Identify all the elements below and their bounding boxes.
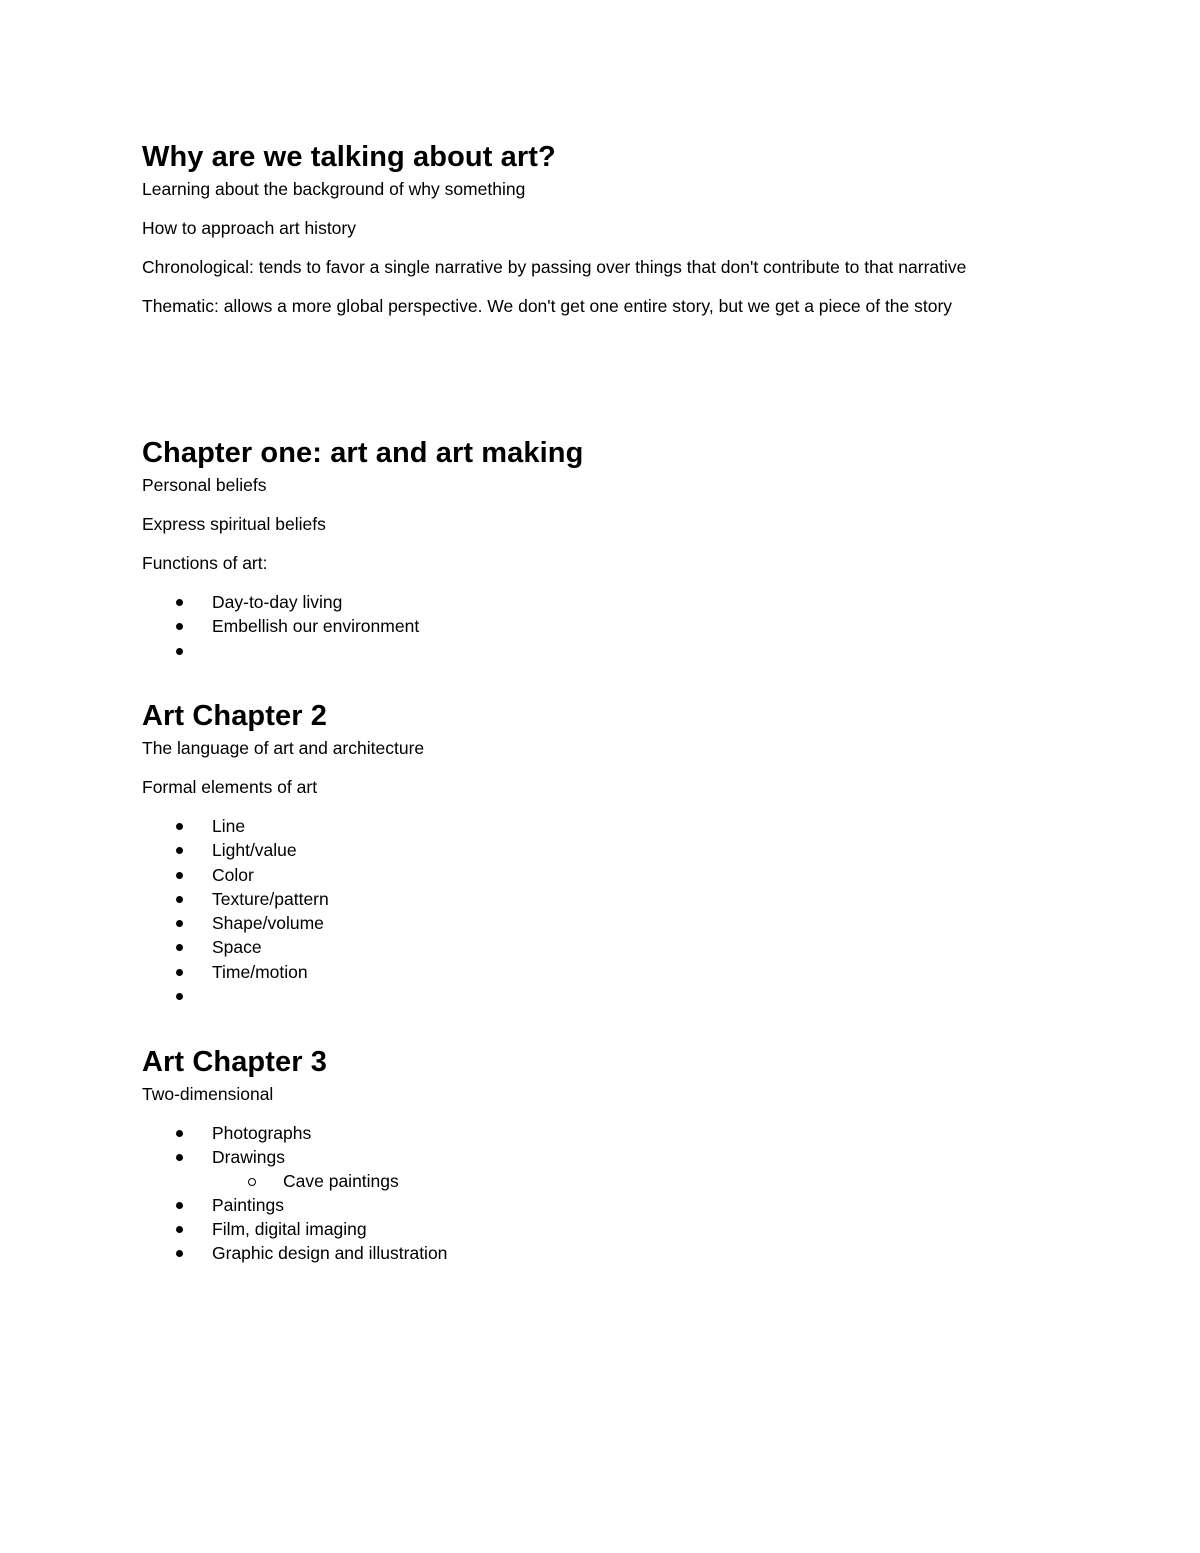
paragraph: Two-dimensional [142,1084,274,1104]
list-item-text: Film, digital imaging [212,1218,367,1239]
heading-chapter-one: Chapter one: art and art making [142,437,584,469]
hollow-bullet-icon [248,1178,256,1186]
bullet-icon [176,1154,183,1161]
section-chapter-one [142,435,1102,663]
list-item [142,984,1102,1008]
bullet-icon [176,920,183,927]
list-item [142,614,1102,638]
paragraph: Learning about the background of why something [142,179,526,199]
list-item-text: Time/motion [212,961,308,982]
bullet-icon [176,1130,183,1137]
bullet-icon [176,993,183,1000]
bullet-icon [176,896,183,903]
list-item [142,1241,1102,1265]
list-item [142,1193,1102,1217]
section-chapter-3 [142,1044,1102,1265]
bullet-icon [176,599,183,606]
list-item-text: Color [212,864,254,885]
bullet-icon [176,872,183,879]
bullet-icon [176,648,183,655]
paragraph: Chronological: tends to favor a single narrative by passing over things that don't contribute to that narrative [142,257,967,277]
list-item-text: Embellish our environment [212,616,420,637]
list-item-text: Drawings [212,1147,285,1168]
paragraph: The language of art and architecture [142,738,425,758]
paragraph: How to approach art history [142,218,356,238]
list-item [142,863,1102,887]
sub-list-item [142,1170,1102,1193]
list-item [142,1217,1102,1241]
two-dimensional-list [142,1121,1102,1265]
list-item-text: Photographs [212,1123,312,1143]
list-item [142,838,1102,862]
bullet-icon [176,1250,183,1257]
list-item [142,1145,1102,1169]
list-item-text: Paintings [212,1194,284,1215]
list-item [142,1121,1102,1145]
list-item [142,960,1102,984]
bullet-icon [176,823,183,830]
paragraph: Express spiritual beliefs [142,514,326,534]
bullet-icon [176,1202,183,1209]
heading-chapter-3: Art Chapter 3 [142,1046,327,1078]
bullet-icon [176,969,183,976]
list-item [142,639,1102,663]
list-item-text: Texture/pattern [212,888,329,909]
sub-list-item-text: Cave paintings [283,1170,399,1191]
bullet-icon [176,847,183,854]
list-item-text: Day-to-day living [212,592,343,612]
list-item-text: Space [212,937,262,958]
functions-list [142,590,1102,663]
paragraph: Functions of art: [142,553,268,573]
bullet-icon [176,944,183,951]
list-item-text: Line [212,816,246,836]
list-item [142,814,1102,838]
list-item-text: Light/value [212,840,297,861]
bullet-icon [176,623,183,630]
paragraph: Formal elements of art [142,777,318,797]
heading-chapter-2: Art Chapter 2 [142,700,327,732]
list-item [142,590,1102,614]
list-item-text: Graphic design and illustration [212,1243,448,1264]
paragraph: Thematic: allows a more global perspective. We don't get one entire story, but we get a piece of the story [142,296,953,316]
list-item [142,935,1102,959]
list-item [142,911,1102,935]
list-item-text: Shape/volume [212,913,324,934]
formal-elements-list [142,814,1102,1008]
section-chapter-2 [142,698,1102,1008]
heading-why-art: Why are we talking about art? [142,141,556,173]
paragraph: Personal beliefs [142,475,267,495]
section-why-art [142,139,1102,335]
bullet-icon [176,1226,183,1233]
list-item [142,887,1102,911]
